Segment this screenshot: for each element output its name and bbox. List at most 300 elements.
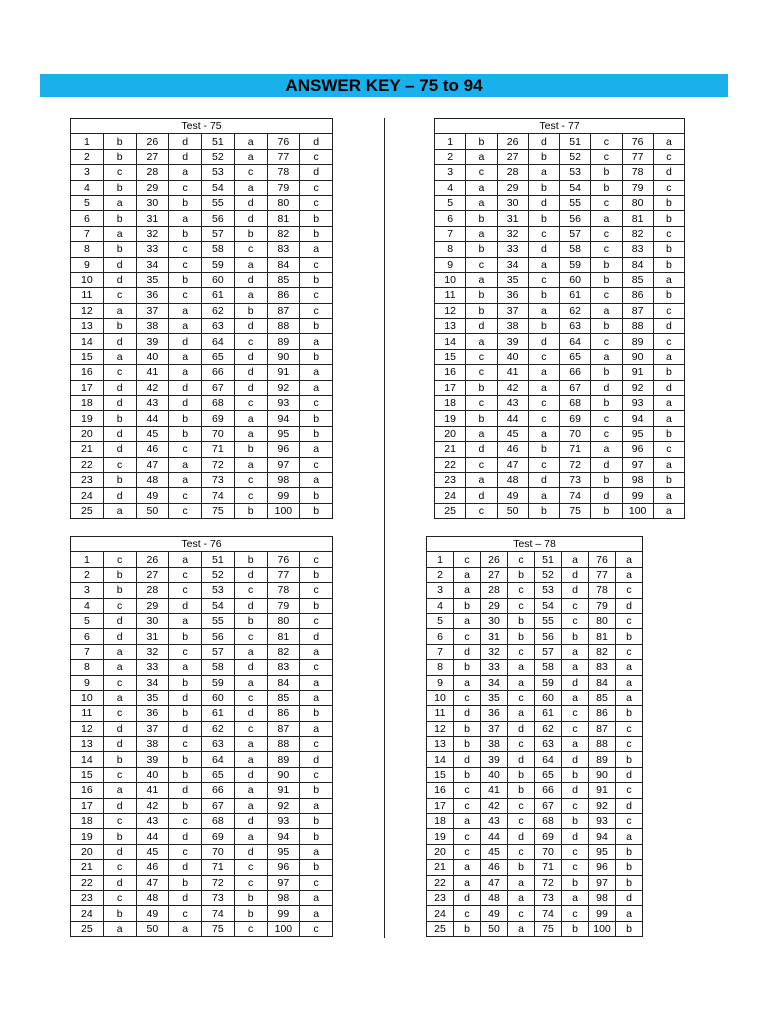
answer-letter: d (169, 134, 202, 149)
answer-letter: d (169, 829, 202, 844)
question-number: 58 (560, 242, 591, 257)
answer-letter: c (234, 583, 267, 598)
question-number: 67 (202, 380, 235, 395)
question-number: 25 (71, 921, 104, 936)
question-number: 5 (427, 613, 454, 628)
answer-letter: d (528, 195, 559, 210)
question-number: 78 (267, 165, 300, 180)
answer-letter: b (508, 767, 535, 782)
question-number: 48 (136, 472, 169, 487)
question-number: 38 (136, 737, 169, 752)
answer-letter: d (528, 242, 559, 257)
answer-letter: d (234, 349, 267, 364)
answer-letter: a (169, 472, 202, 487)
answer-table-test-78 (426, 536, 643, 937)
answer-letter: c (508, 906, 535, 921)
answer-letter: a (169, 552, 202, 567)
answer-letter: c (528, 396, 559, 411)
answer-letter: d (103, 613, 136, 628)
answer-letter: a (616, 906, 643, 921)
answer-letter: a (234, 752, 267, 767)
question-number: 72 (560, 457, 591, 472)
question-number: 35 (136, 690, 169, 705)
table-row (427, 906, 643, 921)
answer-letter: a (300, 844, 333, 859)
answer-letter: b (454, 721, 481, 736)
answer-letter: c (528, 349, 559, 364)
answer-letter: b (234, 906, 267, 921)
question-number: 44 (136, 829, 169, 844)
answer-letter: c (508, 844, 535, 859)
answer-letter: c (300, 457, 333, 472)
question-number: 65 (535, 767, 562, 782)
answer-letter: b (653, 257, 684, 272)
question-number: 12 (435, 303, 466, 318)
table-row (427, 921, 643, 936)
answer-letter: a (103, 660, 136, 675)
answer-letter: d (562, 783, 589, 798)
question-number: 20 (71, 844, 104, 859)
answer-letter: b (300, 319, 333, 334)
answer-letter: c (300, 180, 333, 195)
answer-letter: d (591, 488, 622, 503)
answer-letter: a (454, 860, 481, 875)
table-row (71, 288, 333, 303)
answer-letter: d (508, 829, 535, 844)
answer-letter: b (508, 860, 535, 875)
answer-letter: c (300, 552, 333, 567)
question-number: 7 (71, 226, 104, 241)
question-number: 44 (497, 411, 528, 426)
question-number: 58 (202, 660, 235, 675)
question-number: 45 (136, 844, 169, 859)
question-number: 9 (71, 675, 104, 690)
answer-letter: c (591, 411, 622, 426)
answer-letter: a (300, 798, 333, 813)
answer-letter: a (508, 675, 535, 690)
answer-letter: b (454, 598, 481, 613)
table-row (71, 195, 333, 210)
answer-letter: a (528, 426, 559, 441)
question-number: 68 (202, 814, 235, 829)
answer-letter: a (300, 334, 333, 349)
answer-letter: b (653, 472, 684, 487)
question-number: 94 (267, 829, 300, 844)
answer-letter: d (234, 272, 267, 287)
answer-letter: c (169, 906, 202, 921)
answer-letter: b (169, 426, 202, 441)
answer-letter: c (508, 583, 535, 598)
question-number: 13 (435, 319, 466, 334)
question-number: 83 (267, 660, 300, 675)
answer-letter: d (562, 583, 589, 598)
answer-letter: a (169, 303, 202, 318)
question-number: 71 (560, 442, 591, 457)
answer-letter: c (103, 552, 136, 567)
question-number: 6 (435, 211, 466, 226)
answer-letter: d (508, 752, 535, 767)
table-row (435, 426, 685, 441)
answer-letter: d (234, 211, 267, 226)
question-number: 51 (535, 552, 562, 567)
question-number: 16 (71, 365, 104, 380)
answer-letter: a (466, 180, 497, 195)
answer-letter: a (169, 365, 202, 380)
answer-letter: c (103, 365, 136, 380)
question-number: 24 (71, 488, 104, 503)
question-number: 34 (481, 675, 508, 690)
answer-letter: c (466, 396, 497, 411)
answer-letter: a (653, 134, 684, 149)
question-number: 73 (535, 890, 562, 905)
answer-letter: b (466, 380, 497, 395)
answer-letter: c (234, 921, 267, 936)
question-number: 50 (136, 503, 169, 518)
question-number: 52 (202, 567, 235, 582)
answer-letter: a (653, 272, 684, 287)
answer-letter: c (454, 829, 481, 844)
question-number: 75 (560, 503, 591, 518)
question-number: 26 (136, 552, 169, 567)
question-number: 64 (202, 752, 235, 767)
question-number: 5 (435, 195, 466, 210)
answer-letter: d (234, 195, 267, 210)
question-number: 61 (560, 288, 591, 303)
answer-letter: a (234, 829, 267, 844)
question-number: 95 (267, 844, 300, 859)
question-number: 83 (267, 242, 300, 257)
question-number: 4 (71, 180, 104, 195)
answer-letter: a (169, 165, 202, 180)
question-number: 60 (560, 272, 591, 287)
table-row (427, 767, 643, 782)
question-number: 51 (202, 134, 235, 149)
table-row (71, 488, 333, 503)
question-number: 53 (202, 583, 235, 598)
answer-letter: d (234, 598, 267, 613)
answer-letter: a (454, 875, 481, 890)
answer-letter: d (234, 660, 267, 675)
question-number: 35 (136, 272, 169, 287)
question-number: 17 (427, 798, 454, 813)
question-number: 69 (202, 829, 235, 844)
answer-letter: a (300, 242, 333, 257)
table-row (71, 180, 333, 195)
table-row (71, 844, 333, 859)
question-number: 94 (267, 411, 300, 426)
question-number: 47 (136, 875, 169, 890)
question-number: 53 (560, 165, 591, 180)
answer-letter: c (653, 226, 684, 241)
table-row (435, 272, 685, 287)
question-number: 51 (202, 552, 235, 567)
answer-letter: a (528, 257, 559, 272)
answer-letter: c (562, 860, 589, 875)
table-row (71, 472, 333, 487)
table-row (71, 503, 333, 518)
answer-letter: a (466, 226, 497, 241)
table-row (435, 472, 685, 487)
table-row (71, 334, 333, 349)
table-row (427, 644, 643, 659)
table-row (427, 706, 643, 721)
answer-letter: c (591, 149, 622, 164)
question-number: 46 (481, 860, 508, 875)
answer-letter: a (103, 921, 136, 936)
question-number: 90 (589, 767, 616, 782)
question-number: 74 (560, 488, 591, 503)
answer-letter: b (466, 211, 497, 226)
answer-letter: d (653, 319, 684, 334)
question-number: 40 (481, 767, 508, 782)
table-row (71, 690, 333, 705)
answer-letter: d (103, 721, 136, 736)
answer-letter: d (169, 380, 202, 395)
answer-letter: c (508, 814, 535, 829)
answer-letter: a (234, 644, 267, 659)
answer-letter: d (454, 752, 481, 767)
question-number: 50 (481, 921, 508, 936)
question-number: 30 (136, 613, 169, 628)
question-number: 29 (497, 180, 528, 195)
question-number: 94 (589, 829, 616, 844)
answer-letter: b (508, 629, 535, 644)
answer-letter: c (508, 690, 535, 705)
question-number: 81 (267, 629, 300, 644)
answer-letter: b (300, 488, 333, 503)
question-number: 57 (202, 226, 235, 241)
answer-letter: d (169, 690, 202, 705)
question-number: 31 (136, 629, 169, 644)
answer-letter: d (300, 165, 333, 180)
answer-letter: c (454, 798, 481, 813)
table-row (71, 767, 333, 782)
table-row (71, 457, 333, 472)
question-number: 86 (622, 288, 653, 303)
answer-letter: d (169, 598, 202, 613)
question-number: 92 (622, 380, 653, 395)
table-row (71, 411, 333, 426)
table-row (435, 457, 685, 472)
question-number: 36 (497, 288, 528, 303)
question-number: 82 (267, 644, 300, 659)
answer-letter: b (466, 288, 497, 303)
question-number: 9 (71, 257, 104, 272)
answer-letter: a (454, 567, 481, 582)
question-number: 84 (622, 257, 653, 272)
question-number: 42 (136, 380, 169, 395)
question-number: 23 (427, 890, 454, 905)
question-number: 70 (202, 844, 235, 859)
question-number: 3 (71, 165, 104, 180)
answer-letter: c (466, 257, 497, 272)
answer-letter: b (234, 442, 267, 457)
question-number: 69 (535, 829, 562, 844)
answer-letter: c (653, 442, 684, 457)
question-number: 25 (435, 503, 466, 518)
answer-letter: d (234, 380, 267, 395)
question-number: 98 (267, 472, 300, 487)
answer-letter: b (300, 829, 333, 844)
question-number: 74 (535, 906, 562, 921)
table-title: Test – 78 (427, 537, 643, 552)
answer-letter: d (300, 752, 333, 767)
answer-letter: c (300, 613, 333, 628)
table-row (435, 442, 685, 457)
answer-letter: d (616, 798, 643, 813)
answer-letter: b (528, 503, 559, 518)
table-row (71, 242, 333, 257)
question-number: 95 (267, 426, 300, 441)
answer-letter: b (653, 426, 684, 441)
answer-letter: b (300, 783, 333, 798)
question-number: 56 (202, 211, 235, 226)
answer-letter: b (616, 921, 643, 936)
question-number: 46 (136, 442, 169, 457)
question-number: 85 (267, 272, 300, 287)
question-number: 80 (622, 195, 653, 210)
question-number: 8 (71, 660, 104, 675)
question-number: 52 (202, 149, 235, 164)
question-number: 62 (202, 303, 235, 318)
answer-letter: c (591, 288, 622, 303)
question-number: 44 (136, 411, 169, 426)
answer-letter: b (103, 180, 136, 195)
question-number: 62 (560, 303, 591, 318)
question-number: 62 (535, 721, 562, 736)
question-number: 36 (136, 706, 169, 721)
answer-letter: b (616, 844, 643, 859)
question-number: 62 (202, 721, 235, 736)
question-number: 68 (202, 396, 235, 411)
answer-letter: c (234, 860, 267, 875)
answer-letter: b (300, 226, 333, 241)
answer-letter: a (234, 426, 267, 441)
table-title-row (71, 119, 333, 134)
question-number: 67 (202, 798, 235, 813)
question-number: 58 (202, 242, 235, 257)
question-number: 15 (427, 767, 454, 782)
table-row (71, 396, 333, 411)
question-number: 29 (136, 180, 169, 195)
answer-letter: d (103, 380, 136, 395)
question-number: 50 (136, 921, 169, 936)
question-number: 63 (202, 319, 235, 334)
answer-letter: b (300, 211, 333, 226)
table-row (435, 226, 685, 241)
question-number: 3 (435, 165, 466, 180)
table-row (435, 134, 685, 149)
question-number: 81 (267, 211, 300, 226)
table-row (71, 783, 333, 798)
question-number: 64 (202, 334, 235, 349)
answer-letter: b (653, 365, 684, 380)
question-number: 79 (622, 180, 653, 195)
question-number: 99 (589, 906, 616, 921)
answer-letter: c (616, 814, 643, 829)
answer-letter: b (466, 411, 497, 426)
answer-letter: c (454, 906, 481, 921)
answer-letter: b (103, 211, 136, 226)
question-number: 26 (497, 134, 528, 149)
question-number: 37 (136, 721, 169, 736)
answer-letter: a (528, 365, 559, 380)
answer-letter: d (234, 567, 267, 582)
answer-letter: d (234, 844, 267, 859)
table-row (435, 319, 685, 334)
answer-letter: c (653, 334, 684, 349)
table-row (71, 798, 333, 813)
question-number: 98 (622, 472, 653, 487)
question-number: 57 (560, 226, 591, 241)
table-row (435, 180, 685, 195)
answer-letter: c (653, 303, 684, 318)
answer-letter: b (169, 798, 202, 813)
answer-letter: c (508, 798, 535, 813)
table-row (435, 396, 685, 411)
question-number: 99 (267, 906, 300, 921)
answer-letter: b (616, 860, 643, 875)
question-number: 39 (136, 334, 169, 349)
answer-letter: b (466, 242, 497, 257)
table-row (427, 798, 643, 813)
question-number: 84 (589, 675, 616, 690)
question-number: 45 (497, 426, 528, 441)
question-number: 97 (267, 457, 300, 472)
question-number: 41 (136, 783, 169, 798)
question-number: 96 (267, 860, 300, 875)
question-number: 24 (71, 906, 104, 921)
answer-letter: a (169, 613, 202, 628)
answer-letter: d (103, 257, 136, 272)
answer-letter: d (103, 426, 136, 441)
answer-letter: b (103, 906, 136, 921)
answer-letter: a (103, 349, 136, 364)
answer-letter: a (591, 211, 622, 226)
answer-letter: a (300, 365, 333, 380)
answer-letter: a (103, 690, 136, 705)
question-number: 84 (267, 675, 300, 690)
answer-letter: a (508, 921, 535, 936)
table-row (71, 613, 333, 628)
question-number: 70 (202, 426, 235, 441)
question-number: 94 (622, 411, 653, 426)
table-row (435, 488, 685, 503)
answer-letter: c (562, 613, 589, 628)
answer-letter: b (653, 288, 684, 303)
table-row (435, 349, 685, 364)
table-row (427, 567, 643, 582)
answer-letter: c (616, 583, 643, 598)
question-number: 48 (481, 890, 508, 905)
answer-letter: b (562, 629, 589, 644)
question-number: 48 (497, 472, 528, 487)
question-number: 4 (427, 598, 454, 613)
question-number: 77 (622, 149, 653, 164)
table-row (427, 552, 643, 567)
answer-letter: a (653, 349, 684, 364)
answer-letter: a (234, 411, 267, 426)
question-number: 46 (136, 860, 169, 875)
table-row (71, 583, 333, 598)
answer-table-test-75 (70, 118, 333, 519)
question-number: 77 (267, 149, 300, 164)
answer-letter: b (591, 180, 622, 195)
table-row (71, 660, 333, 675)
answer-letter: a (169, 211, 202, 226)
table-row (427, 660, 643, 675)
answer-letter: a (466, 426, 497, 441)
